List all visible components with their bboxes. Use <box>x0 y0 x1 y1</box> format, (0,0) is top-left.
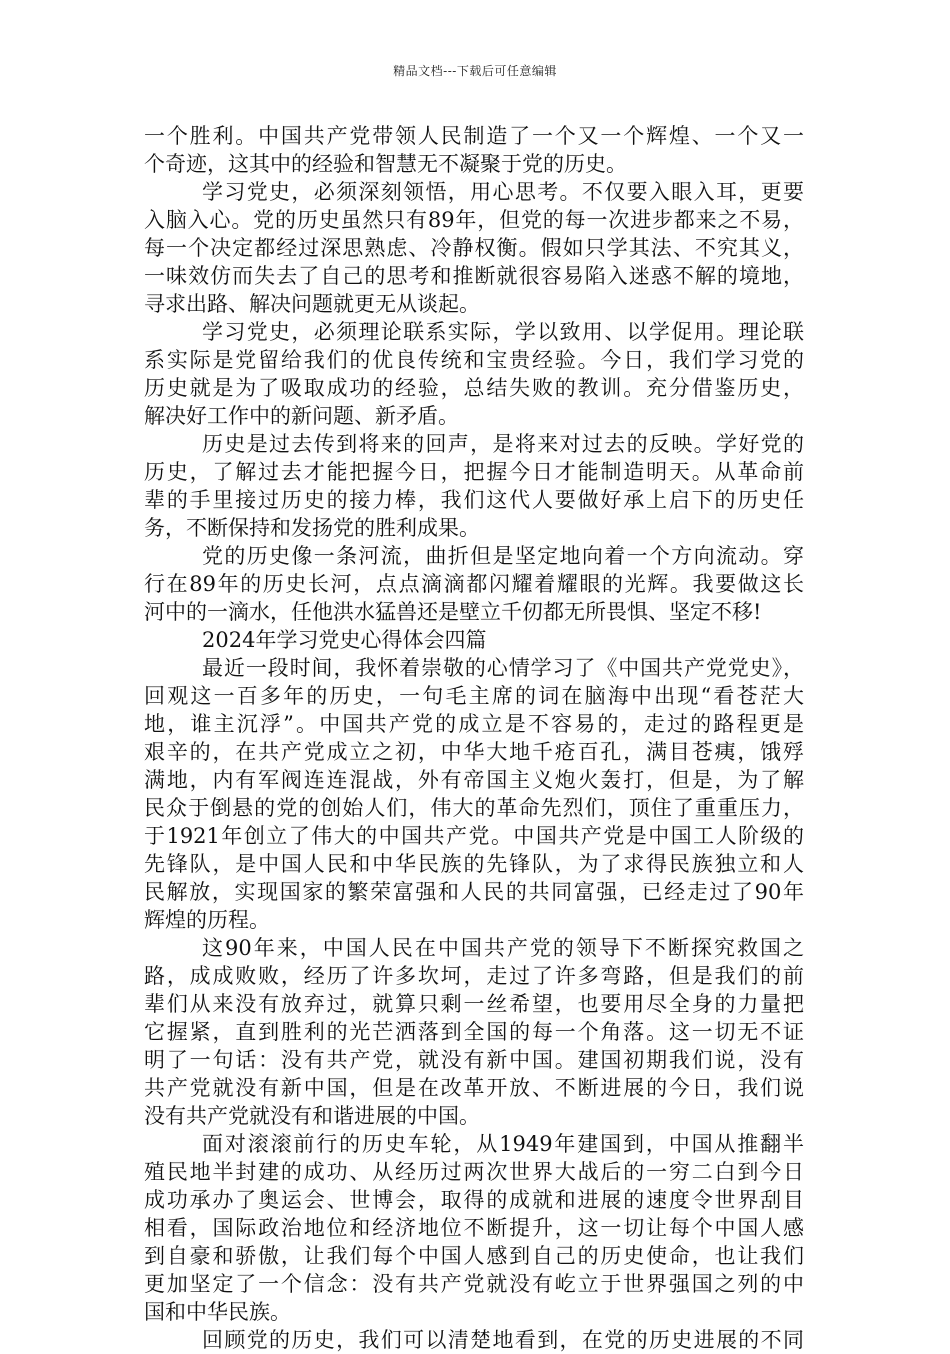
document-body <box>144 122 804 1354</box>
section-title: 2024年学习党史心得体会四篇 <box>202 628 487 652</box>
text-line: 一个胜利。中国共产党带领人民制造了一个又一个辉煌、一个又一 <box>144 124 804 148</box>
text-line: 行在89年的历史长河，点点滴滴都闪耀着耀眼的光辉。我要做这长 <box>144 572 804 596</box>
text-line: 入脑入心。党的历史虽然只有89年，但党的每一次进步都来之不易， <box>144 208 804 232</box>
text-line: 个奇迹，这其中的经验和智慧无不凝聚于党的历史。 <box>144 152 627 176</box>
paragraph-first-line: 回顾党的历史，我们可以清楚地看到，在党的历史进展的不同 <box>202 1328 804 1352</box>
text-line: 于1921年创立了伟大的中国共产党。中国共产党是中国工人阶级的 <box>144 824 804 848</box>
text-line: 河中的一滴水，任他洪水猛兽还是壁立千仞都无所畏惧、坚定不移! <box>144 600 762 624</box>
paragraph-first-line: 这90年来，中国人民在中国共产党的领导下不断探究救国之 <box>202 936 804 960</box>
paragraph-first-line: 党的历史像一条河流，曲折但是坚定地向着一个方向流动。穿 <box>202 544 804 568</box>
text-line: 明了一句话：没有共产党，就没有新中国。建国初期我们说，没有 <box>144 1048 804 1072</box>
text-line: 它握紧，直到胜利的光芒洒落到全国的每一个角落。这一切无不证 <box>144 1020 804 1044</box>
text-line: 回观这一百多年的历史，一句毛主席的词在脑海中出现“看苍茫大 <box>144 684 804 708</box>
paragraph-first-line: 最近一段时间，我怀着崇敬的心情学习了《中国共产党党史》， <box>202 656 804 680</box>
text-line: 寻求出路、解决问题就更无从谈起。 <box>144 292 480 316</box>
text-line: 到自豪和骄傲，让我们每个中国人感到自己的历史使命，也让我们 <box>144 1244 804 1268</box>
text-line: 共产党就没有新中国，但是在改革开放、不断进展的今日，我们说 <box>144 1076 804 1100</box>
text-line: 没有共产党就没有和谐进展的中国。 <box>144 1104 480 1128</box>
text-line: 地，谁主沉浮”。中国共产党的成立是不容易的，走过的路程更是 <box>144 712 804 736</box>
text-line: 历史就是为了吸取成功的经验，总结失败的教训。充分借鉴历史， <box>144 376 804 400</box>
paragraph-first-line: 学习党史，必须理论联系实际，学以致用、以学促用。理论联 <box>202 320 804 344</box>
text-line: 辈们从来没有放弃过，就算只剩一丝希望，也要用尽全身的力量把 <box>144 992 804 1016</box>
text-line: 先锋队，是中国人民和中华民族的先锋队，为了求得民族独立和人 <box>144 852 804 876</box>
text-line: 一味效仿而失去了自己的思考和推断就很容易陷入迷惑不解的境地， <box>144 264 804 288</box>
text-line: 相看，国际政治地位和经济地位不断提升，这一切让每个中国人感 <box>144 1216 804 1240</box>
text-line: 民解放，实现国家的繁荣富强和人民的共同富强，已经走过了90年 <box>144 880 804 904</box>
text-line: 民众于倒悬的党的创始人们，伟大的革命先烈们，顶住了重重压力， <box>144 796 804 820</box>
paragraph-first-line: 历史是过去传到将来的回声，是将来对过去的反映。学好党的 <box>202 432 804 456</box>
text-line: 成功承办了奥运会、世博会，取得的成就和进展的速度令世界刮目 <box>144 1188 804 1212</box>
text-line: 满地，内有军阀连连混战，外有帝国主义炮火轰打，但是，为了解 <box>144 768 804 792</box>
text-line: 辉煌的历程。 <box>144 908 270 932</box>
text-line: 每一个决定都经过深思熟虑、冷静权衡。假如只学其法、不究其义， <box>144 236 804 260</box>
text-line: 系实际是党留给我们的优良传统和宝贵经验。今日，我们学习党的 <box>144 348 804 372</box>
page-header: 精品文档---下载后可任意编辑 <box>393 64 557 78</box>
text-line: 历史，了解过去才能把握今日，把握今日才能制造明天。从革命前 <box>144 460 804 484</box>
text-line: 辈的手里接过历史的接力棒，我们这代人要做好承上启下的历史任 <box>144 488 804 512</box>
paragraph-first-line: 学习党史，必须深刻领悟，用心思考。不仅要入眼入耳，更要 <box>202 180 804 204</box>
paragraph-first-line: 面对滚滚前行的历史车轮，从1949年建国到，中国从推翻半 <box>202 1132 804 1156</box>
text-line: 艰辛的，在共产党成立之初，中华大地千疮百孔，满目苍痍，饿殍 <box>144 740 804 764</box>
text-line: 殖民地半封建的成功、从经历过两次世界大战后的一穷二白到今日 <box>144 1160 804 1184</box>
text-line: 更加坚定了一个信念：没有共产党就没有屹立于世界强国之列的中 <box>144 1272 804 1296</box>
text-line: 务，不断保持和发扬党的胜利成果。 <box>144 516 480 540</box>
text-line: 国和中华民族。 <box>144 1300 291 1324</box>
text-line: 解决好工作中的新问题、新矛盾。 <box>144 404 459 428</box>
text-line: 路，成成败败，经历了许多坎坷，走过了许多弯路，但是我们的前 <box>144 964 804 988</box>
